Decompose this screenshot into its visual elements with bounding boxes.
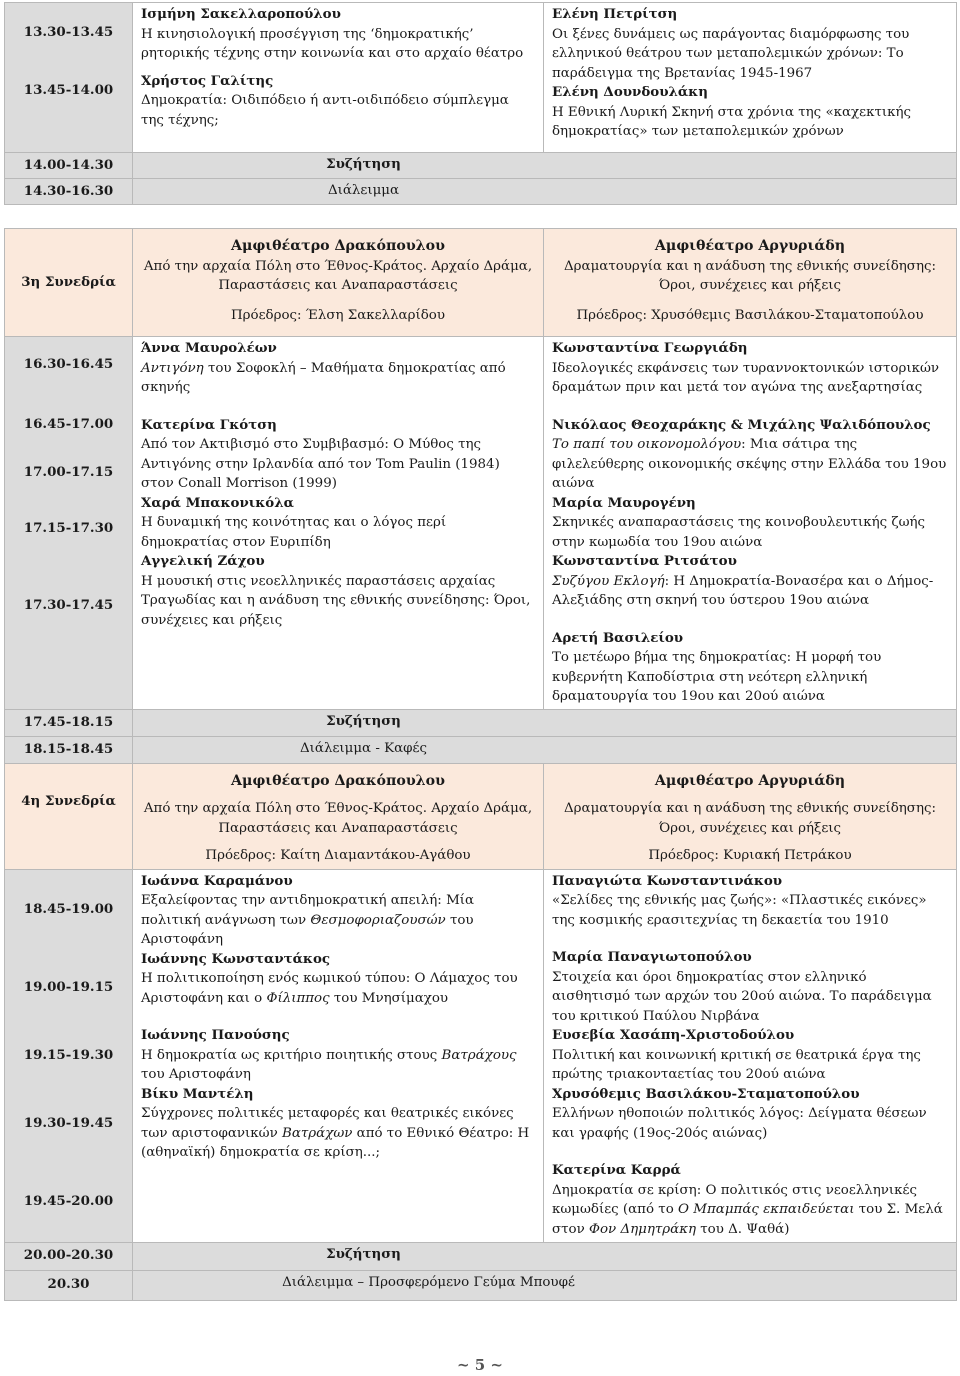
speaker-name: Χρυσόθεμις Βασιλάκου-Σταματοπούλου bbox=[552, 1085, 860, 1102]
talk bbox=[552, 1085, 948, 1144]
time-slot: 20.00-20.30 bbox=[5, 1242, 133, 1270]
talk-title: «Σελίδες της εθνικής μας ζωής»: «Πλαστικές εικόνες» της κοσμικής ερασιτεχνίας τη δεκαετία του 1910 bbox=[552, 893, 927, 928]
session-theme: Από την αρχαία Πόλη στο Έθνος-Κράτος. Αρχαίο Δράμα, Παραστάσεις και Αναπαραστάσεις bbox=[143, 801, 533, 836]
speaker-name: Νικόλαος Θεοχαράκης & Μιχάλης Ψαλιδόπουλος bbox=[552, 416, 931, 433]
time-slot: 18.15-18.45 bbox=[5, 736, 133, 763]
speaker-name: Χαρά Μπακονικόλα bbox=[141, 494, 294, 511]
session-theme: Δραματουργία και η ανάδυση της εθνικής συνείδησης: Όροι, συνέχειες και ρήξεις bbox=[563, 801, 936, 836]
speaker-name: Αγγελική Ζάχου bbox=[141, 553, 265, 569]
talk bbox=[552, 1161, 948, 1239]
right-talks bbox=[544, 337, 957, 710]
time-slot: 14.00-14.30 bbox=[5, 153, 133, 179]
discussion-label: Συζήτηση bbox=[133, 1242, 957, 1270]
hall-name: Αμφιθέατρο Δρακόπουλου bbox=[231, 772, 445, 789]
hall-name: Αμφιθέατρο Αργυριάδη bbox=[654, 772, 846, 789]
speaker-name: Βίκυ Μαντέλη bbox=[141, 1085, 254, 1102]
talk-title: Εξαλείφοντας την αντιδημοκρατική απειλή: Μία πολιτική ανάγνωση των Θεσμοφοριαζουσών του Αριστοφάνη bbox=[141, 893, 475, 947]
speaker-name: Ιωάννης Κωνσταντάκος bbox=[141, 950, 331, 967]
hall-name: Αμφιθέατρο Δρακόπουλου bbox=[231, 238, 445, 254]
speaker-name: Άννα Μαυρολέων bbox=[141, 340, 277, 356]
session-chair: Πρόεδρος: Κυριακή Πετράκου bbox=[648, 848, 852, 863]
session-label: 4η Συνεδρία bbox=[5, 763, 133, 869]
page-number: ~ 5 ~ bbox=[456, 1356, 504, 1374]
session-theme: Από την αρχαία Πόλη στο Έθνος-Κράτος. Αρχαίο Δράμα, Παραστάσεις και Αναπαραστάσεις bbox=[143, 258, 533, 293]
session-theme: Δραματουργία και η ανάδυση της εθνικής συνείδησης: Όροι, συνέχειες και ρήξεις bbox=[563, 258, 936, 293]
talk bbox=[552, 494, 948, 553]
time-slot: 16.30-16.45 bbox=[23, 356, 114, 372]
talk-title: Ιδεολογικές εκφάνσεις των τυραννοκτονικών ιστορικών δραμάτων πριν και μετά τον αγώνα της ανεξαρτησίας bbox=[552, 360, 940, 395]
talk bbox=[141, 72, 535, 131]
left-hall-header bbox=[133, 229, 544, 337]
talk bbox=[552, 5, 948, 83]
time-slot: 13.30-13.45 bbox=[23, 24, 114, 40]
schedule-top-table bbox=[4, 2, 957, 205]
time-slot: 17.30-17.45 bbox=[23, 597, 114, 613]
discussion-label: Συζήτηση bbox=[133, 709, 957, 736]
talk-title: Στοιχεία και όροι δημοκρατίας στον ελληνικό αισθητισμό των αρχών του 20ού αιώνα. Το παράδειγμα του κριτικού Παύλου Νιρβάνα bbox=[552, 969, 932, 1024]
right-talks bbox=[544, 3, 957, 153]
talk bbox=[141, 416, 535, 494]
talk-title: Σκηνικές αναπαραστάσεις της κοινοβουλευτικής ζωής στην κωμωδία του 19ου αιώνα bbox=[552, 515, 926, 550]
talk-title: Αντιγόνη του Σοφοκλή – Μαθήματα δημοκρατίας από σκηνής bbox=[141, 360, 506, 395]
talk bbox=[552, 339, 948, 398]
talk-title: Η δυναμική της κοινότητας και ο λόγος περί δημοκρατίας στον Ευριπίδη bbox=[141, 515, 447, 550]
time-slot: 17.45-18.15 bbox=[5, 709, 133, 736]
speaker-name: Κωνσταντίνα Γεωργιάδη bbox=[552, 340, 748, 356]
speaker-name: Κατερίνα Γκότση bbox=[141, 416, 277, 433]
talk bbox=[552, 83, 948, 142]
speaker-name: Μαρία Μαυρογένη bbox=[552, 494, 696, 511]
talk-title: Δημοκρατία σε κρίση: Ο πολιτικός στις νεοελληνικές κωμωδίες (από το Ο Μπαμπάς εκπαιδεύεται του Σ. Μελά στον Φον Δημητράκη του Δ. Ψαθά) bbox=[552, 1182, 943, 1237]
right-hall-header bbox=[544, 229, 957, 337]
talk bbox=[141, 552, 535, 630]
talk bbox=[552, 552, 948, 611]
talk-title: Πολιτική και κοινωνική κριτική σε θεατρικά έργα της πρώτης τριακονταετίας του 20ού αιώνα bbox=[552, 1047, 921, 1082]
talk bbox=[552, 1026, 948, 1085]
left-talks bbox=[133, 869, 544, 1242]
speaker-name: Ισμήνη Σακελλαροπούλου bbox=[141, 6, 341, 22]
speaker-name: Ιωάννης Πανούσης bbox=[141, 1027, 290, 1043]
talk bbox=[552, 872, 948, 931]
time-slot: 13.45-14.00 bbox=[23, 81, 114, 98]
talk bbox=[141, 1085, 535, 1163]
talk-title: Σύγχρονες πολιτικές μεταφορές και θεατρικές εικόνες των αριστοφανικών Βατράχων από το Εθνικό Θέατρο: Η (αθηναϊκή) δημοκρατία σε κρίση...; bbox=[141, 1106, 530, 1160]
talk bbox=[141, 5, 535, 64]
talk bbox=[552, 416, 948, 494]
speaker-name: Χρήστος Γαλίτης bbox=[141, 72, 274, 89]
speaker-name: Ιωάννα Καραμάνου bbox=[141, 872, 293, 889]
time-slot: 19.45-20.00 bbox=[23, 1192, 114, 1209]
time-slot: 17.15-17.30 bbox=[23, 520, 114, 536]
talk-title: Το παπί του οικονομολόγου: Μια σάτιρα της φιλελεύθερης οικονομικής σκέψης στην Ελλάδα του 19ου αιώνα bbox=[552, 437, 947, 491]
speaker-name: Ελένη Πετρίτση bbox=[552, 6, 678, 22]
time-slot: 18.45-19.00 bbox=[23, 900, 114, 917]
session-chair: Πρόεδρος: Έλση Σακελλαρίδου bbox=[231, 307, 445, 323]
talk-title: Η μουσική στις νεοελληνικές παραστάσεις αρχαίας Τραγωδίας και η ανάδυση της εθνικής συνείδησης: Όροι, συνέχειες και ρήξεις bbox=[141, 573, 531, 628]
speaker-name: Ελένη Δουνδουλάκη bbox=[552, 84, 708, 100]
time-column bbox=[5, 3, 133, 153]
talk bbox=[141, 950, 535, 1009]
right-hall-header bbox=[544, 763, 957, 869]
speaker-name: Ευσεβία Χασάπη-Χριστοδούλου bbox=[552, 1027, 795, 1043]
talk bbox=[141, 1026, 535, 1085]
session-chair: Πρόεδρος: Χρυσόθεμις Βασιλάκου-Σταματοπούλου bbox=[576, 307, 924, 323]
break-label: Διάλειμμα - Καφές bbox=[133, 736, 957, 763]
time-slot: 19.00-19.15 bbox=[23, 978, 114, 995]
break-label: Διάλειμμα – Προσφερόμενο Γεύμα Μπουφέ bbox=[133, 1270, 957, 1300]
discussion-label: Συζήτηση bbox=[133, 153, 957, 179]
time-slot: 19.30-19.45 bbox=[23, 1114, 114, 1131]
talk-title: Η κινησιολογική προσέγγιση της ‘δημοκρατικής’ ρητορικής τέχνης στην κοινωνία και στο αρχαίο θέατρο bbox=[141, 26, 524, 61]
time-slot: 16.45-17.00 bbox=[23, 416, 114, 432]
left-talks bbox=[133, 337, 544, 710]
time-column bbox=[5, 337, 133, 710]
talk-title: Ελλήνων ηθοποιών πολιτικός λόγος: Δείγματα θέσεων και γραφής (19ος-20ός αιώνας) bbox=[552, 1106, 927, 1141]
talk-title: Οι ξένες δυνάμεις ως παράγοντας διαμόρφωσης του ελληνικού θεάτρου των μεταπολεμικών χρόνων: Το παράδειγμα της Βρετανίας 1945-1967 bbox=[552, 26, 910, 81]
speaker-name: Κατερίνα Καρρά bbox=[552, 1162, 681, 1178]
talk-title: Συζύγου Εκλογή: Η Δημοκρατία-Βονασέρα και ο Δήμος-Αλεξιάδης στη σκηνή του ύστερου 19ου αιώνα bbox=[552, 573, 934, 608]
time-slot: 19.15-19.30 bbox=[23, 1046, 114, 1063]
time-column bbox=[5, 869, 133, 1242]
talk bbox=[141, 872, 535, 950]
left-hall-header bbox=[133, 763, 544, 869]
hall-name: Αμφιθέατρο Αργυριάδη bbox=[654, 238, 846, 254]
talk bbox=[141, 494, 535, 553]
talk-title: Από τον Ακτιβισμό στο Συμβιβασμό: Ο Μύθος της Αντιγόνης στην Ιρλανδία από τον Tom Paulin (1984) στον Conall Morrison (1999) bbox=[141, 437, 500, 491]
talk-title: Το μετέωρο βήμα της δημοκρατίας: Η μορφή του κυβερνήτη Καποδίστρια στη νεότερη ελληνική δραματουργία του 19ου και 20ού αιώνα bbox=[552, 650, 882, 704]
talk-title: Η δημοκρατία ως κριτήριο ποιητικής στους Βατράχους του Αριστοφάνη bbox=[141, 1047, 517, 1082]
break-label: Διάλειμμα bbox=[133, 179, 957, 205]
time-slot: 20.30 bbox=[5, 1270, 133, 1300]
session-chair: Πρόεδρος: Καίτη Διαμαντάκου-Αγάθου bbox=[205, 848, 471, 863]
talk-title: Η πολιτικοποίηση ενός κωμικού τύπου: Ο Λάμαχος του Αριστοφάνη και ο Φίλιππος του Μνησίμαχου bbox=[141, 971, 518, 1006]
talk bbox=[552, 948, 948, 1026]
talk-title: Η Εθνική Λυρική Σκηνή στα χρόνια της «καχεκτικής δημοκρατίας» των μεταπολεμικών χρόνων bbox=[552, 104, 912, 139]
time-slot: 14.30-16.30 bbox=[5, 179, 133, 205]
speaker-name: Αρετή Βασιλείου bbox=[552, 629, 684, 646]
speaker-name: Κωνσταντίνα Ριτσάτου bbox=[552, 553, 737, 569]
speaker-name: Παναγιώτα Κωνσταντινάκου bbox=[552, 872, 783, 889]
left-talks bbox=[133, 3, 544, 153]
talk bbox=[141, 339, 535, 398]
speaker-name: Μαρία Παναγιωτοπούλου bbox=[552, 949, 752, 965]
talk bbox=[552, 629, 948, 707]
session-label: 3η Συνεδρία bbox=[5, 229, 133, 337]
time-slot: 17.00-17.15 bbox=[23, 464, 114, 480]
right-talks bbox=[544, 869, 957, 1242]
talk-title: Δημοκρατία: Οιδιπόδειο ή αντι-οιδιπόδειο σύμπλεγμα της τέχνης; bbox=[141, 93, 509, 128]
schedule-sessions-table bbox=[4, 228, 957, 1301]
